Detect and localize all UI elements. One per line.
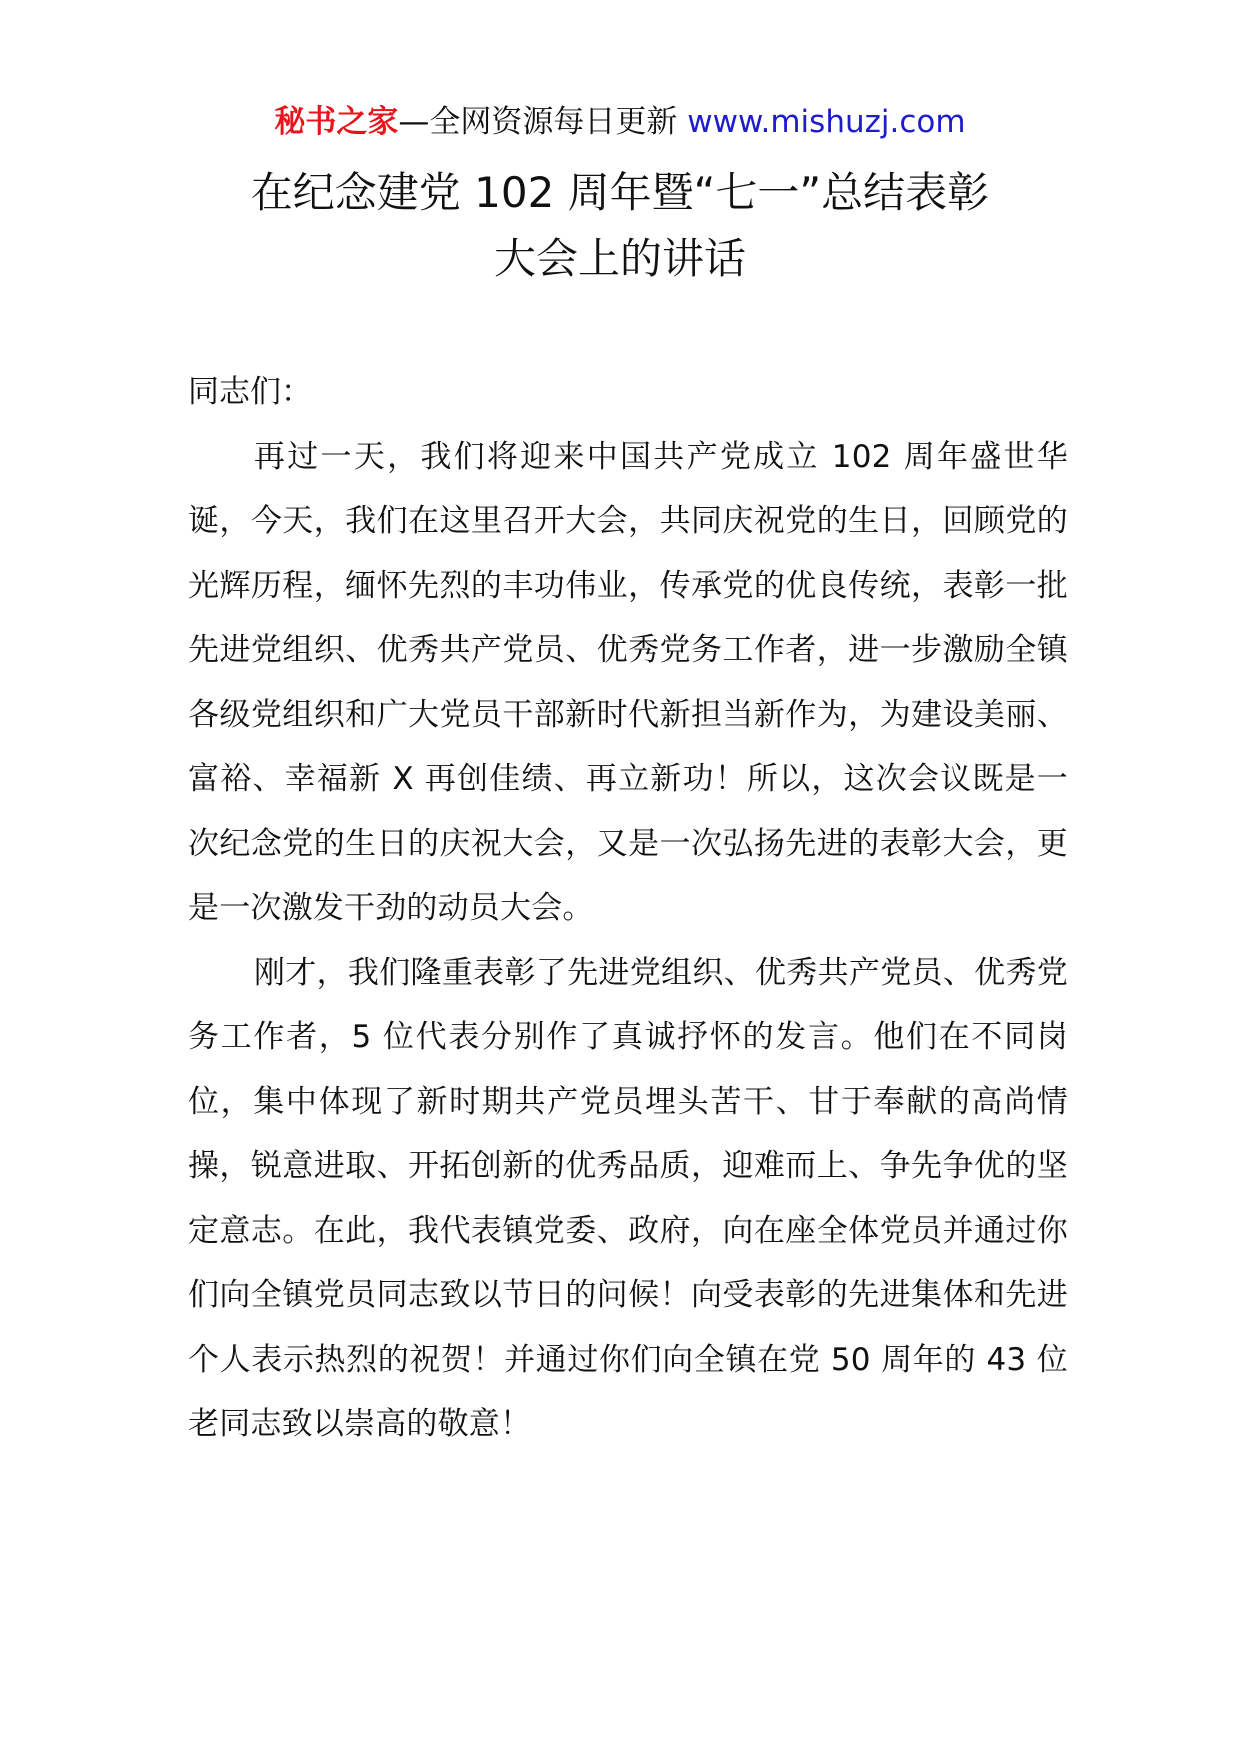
title-line-1: 在纪念建党 102 周年暨“七一”总结表彰 — [250, 168, 990, 217]
header-slogan: —全网资源每日更新 — [398, 104, 688, 140]
document-title — [150, 160, 1090, 292]
site-header — [0, 100, 1240, 144]
paragraph-1: 再过一天，我们将迎来中国共产党成立 102 周年盛世华诞，今天，我们在这里召开大会，共同庆祝党的生日，回顾党的光辉历程，缅怀先烈的丰功伟业，传承党的优良传统，表彰一批先进党组织、优秀共产党员、优秀党务工作者，进一步激励全镇各级党组织和广大党员干部新时代新担当新作为，为建设美丽、富裕、幸福新 X 再创佳绩、再立新功！所以，这次会议既是一次纪念党的生日的庆祝大会，又是一次弘扬先进的表彰大会，更是一次激发干劲的动员大会。 — [188, 438, 1068, 926]
brand-name: 秘书之家 — [274, 104, 399, 140]
salutation: 同志们： — [188, 374, 312, 410]
title-line-2: 大会上的讲话 — [493, 234, 746, 283]
website-link[interactable]: www.mishuzj.com — [687, 104, 966, 140]
paragraph-2: 刚才，我们隆重表彰了先进党组织、优秀共产党员、优秀党务工作者，5 位代表分别作了真诚抒怀的发言。他们在不同岗位，集中体现了新时期共产党员埋头苦干、甘于奉献的高尚情操，锐意进取、开拓创新的优秀品质，迎难而上、争先争优的坚定意志。在此，我代表镇党委、政府，向在座全体党员并通过你们向全镇党员同志致以节日的问候！向受表彰的先进集体和先进个人表示热烈的祝贺！并通过你们向全镇在党 50 周年的 43 位老同志致以崇高的敬意！ — [188, 954, 1068, 1442]
document-body — [188, 360, 1068, 1457]
